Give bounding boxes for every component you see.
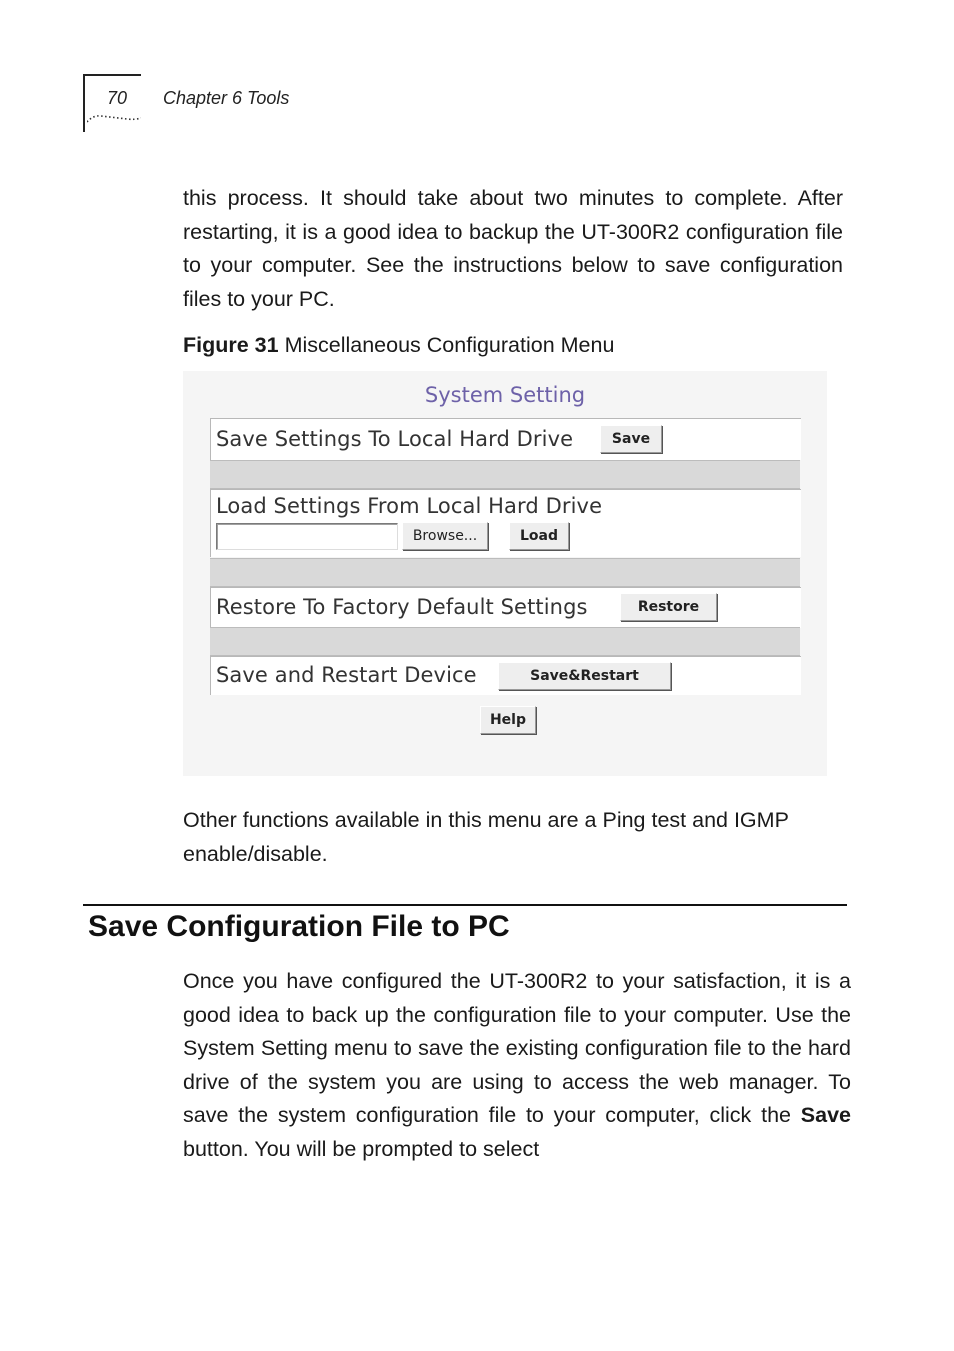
row-separator <box>210 460 800 489</box>
figure-caption-label: Figure 31 <box>183 333 279 357</box>
save-settings-row <box>210 418 801 460</box>
save-bold-word: Save <box>800 1103 851 1127</box>
load-settings-row <box>210 489 801 557</box>
section-text-after: button. You will be prompted to select <box>183 1136 540 1161</box>
file-path-input[interactable] <box>216 523 398 550</box>
system-setting-title: System Setting <box>424 383 586 407</box>
restore-defaults-label: Restore To Factory Default Settings <box>216 595 588 619</box>
restore-defaults-row <box>210 587 801 628</box>
section-text-before: Once you have configured the UT-300R2 to your satisfaction, it is a good idea to back up the configuration file to your computer. Use the System Setting menu to save the existing configuration file to the hard drive of the system you are using to access the web manager. To save the system configuration file to your computer, click the <box>183 969 851 1127</box>
save-button[interactable]: Save <box>600 425 662 453</box>
figure-caption-text: Miscellaneous Configuration Menu <box>278 333 615 357</box>
restore-button[interactable]: Restore <box>620 593 717 621</box>
row-separator <box>210 627 800 656</box>
section-paragraph <box>183 965 851 1166</box>
help-button[interactable]: Help <box>480 706 536 734</box>
system-setting-panel <box>183 371 827 776</box>
intro-paragraph: this process. It should take about two minutes to complete. After restarting, it is a good idea to backup the UT-300R2 configuration file to your computer. See the instructions below to save configuration files to your PC. <box>183 186 843 311</box>
after-figure-paragraph: Other functions available in this menu are a Ping test and IGMP enable/disable. <box>183 808 789 866</box>
page-number: 70 <box>107 88 128 108</box>
load-settings-label: Load Settings From Local Hard Drive <box>216 494 603 518</box>
corner-dotted-curve <box>87 114 141 124</box>
figure-caption <box>183 333 614 358</box>
load-button[interactable]: Load <box>509 522 569 550</box>
save-restart-label: Save and Restart Device <box>216 663 477 687</box>
section-title: Save Configuration File to PC <box>88 910 510 943</box>
save-settings-label: Save Settings To Local Hard Drive <box>216 427 574 451</box>
corner-vertical-line <box>83 74 85 132</box>
row-separator <box>210 558 800 587</box>
chapter-title: Chapter 6 Tools <box>163 88 290 108</box>
save-restart-row <box>210 656 801 695</box>
corner-horizontal-line <box>83 74 141 76</box>
save-restart-button[interactable]: Save&Restart <box>498 662 671 690</box>
browse-button[interactable]: Browse... <box>402 522 488 550</box>
